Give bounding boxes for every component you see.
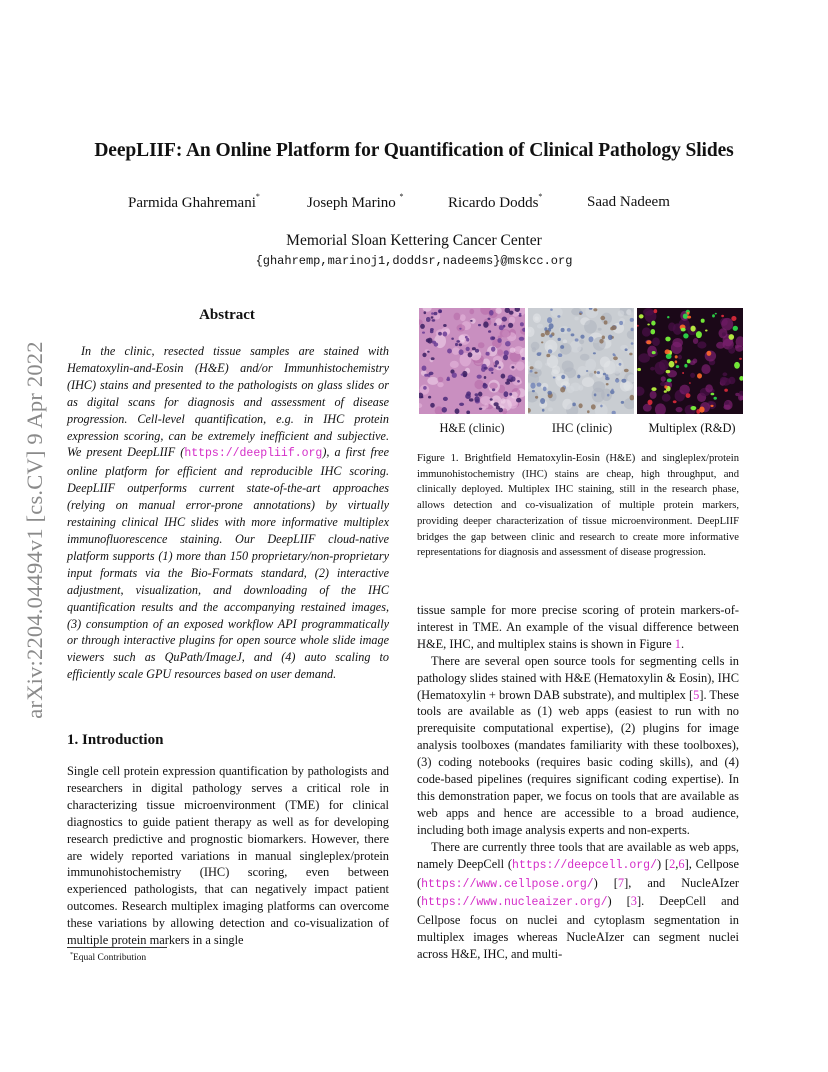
footnote-rule <box>67 947 167 948</box>
figure-ref[interactable]: 1 <box>674 636 681 651</box>
citation[interactable]: 3 <box>630 894 637 909</box>
cellpose-link[interactable]: https://www.cellpose.org/ <box>421 877 594 891</box>
citation[interactable]: 7 <box>617 875 625 890</box>
figure-label-he: H&E (clinic) <box>439 421 505 435</box>
arxiv-id: arXiv:2204.04494v1 [cs.CV] 9 Apr 2022 <box>22 341 47 719</box>
citation[interactable]: 6 <box>678 856 685 871</box>
figure-he-image <box>419 308 525 414</box>
paper-title: DeepLIIF: An Online Platform for Quantification of Clinical Pathology Slides <box>94 140 734 161</box>
affiliation: Memorial Sloan Kettering Cancer Center <box>286 232 542 249</box>
author-emails: {ghahremp,marinoj1,doddsr,nadeems}@mskcc.org <box>255 254 573 268</box>
right-column-body <box>417 602 739 963</box>
author: Joseph Marino * <box>307 192 404 211</box>
figure-caption: Figure 1. Brightfield Hematoxylin-Eosin (H&E) and singleplex/protein immunohistochemistry (IHC) stains are cheap, high throughput, and clinically deployed. Multiplex IHC staining, still in the research phase, allows detection and co-visualization of multiple protein markers, providing deeper characterization of tissue microenvironment. DeepLIIF bridges the gap between clinic and research to create more informative representations for diagnosis and assessment of disease progression. <box>417 453 739 559</box>
introduction-body: Single cell protein expression quantification by pathologists and researchers in digital pathology serves a critical role in characterizing tissue microenvironment (TME) for clinical diagnostics to guide patient therapy as well as for developing research predictive and prognostic biomarkers. However, there are widely reported variations in manual singleplex/protein immunohistochemistry (IHC) scoring, even between experienced pathologists, that can negatively impact patient outcomes. Research multiplex imaging platforms can overcome these variations by allowing detection and co-visualization of multiple protein markers in a single <box>67 764 389 948</box>
paragraph: tissue sample for more precise scoring of protein markers-of-interest in TME. An example of the visual difference between H&E, IHC, and multiplex stains is shown in Figure 1. <box>417 603 739 651</box>
citation[interactable]: 2 <box>669 856 676 871</box>
author-list <box>0 194 828 216</box>
paragraph: There are several open source tools for segmenting cells in pathology slides stained with H&E (Hematoxylin & Eosin), IHC (Hematoxylin + brown DAB substrate), and multiplex [5]. These tools are available as (1) web apps (easiest to run with no prerequisite computational expertise), (2) plugins for image analysis toolboxes (mandates familiarity with these toolboxes), (3) coding notebooks (requires basic coding skills), and (4) code-based pipelines (requires significant coding expertise). In this demonstration paper, we focus on tools that are available as web apps and hence are accessible to a broad audience, including both image analysis experts and non-experts. <box>417 653 739 837</box>
deepliif-link[interactable]: https://deepliif.org <box>184 447 323 461</box>
abstract-body: In the clinic, resected tissue samples are stained with Hematoxylin-and-Eosin (H&E) and/or Immunhistochemistry (IHC) stains and presented to the pathologists on glass slides or as digital scans for diagnosis and assessment of disease progression. Cell-level quantification, e.g. in IHC protein expression scoring, can be extremely inefficient and subjective. We present DeepLIIF (https://deepliif.org), a first free online platform for efficient and reproducible IHC scoring. DeepLIIF outperforms current state-of-the-art approaches (relying on manual error-prone annotations) by virtually restaining clinical IHC slides with more informative multiplex immunofluorescence staining. Our DeepLIIF cloud-native platform supports (1) more than 150 proprietary/non-proprietary input formats via the Bio-Formats standard, (2) interactive adjustment, visualization, and downloading of the IHC quantification results and the accompanying restained images, (3) consumption of an exposed workflow API programmatically or through interactive plugins for open source whole slide image viewers such as QuPath/ImageJ, and (4) auto scaling to efficiently scale GPU resources based on user demand. <box>67 344 390 682</box>
footnote: *Equal Contribution <box>70 952 147 964</box>
author: Saad Nadeem <box>587 194 670 210</box>
figure-ihc-image <box>528 308 634 414</box>
section-heading-introduction: 1. Introduction <box>67 732 164 748</box>
figure-multiplex-image <box>637 308 743 414</box>
arxiv-stamp <box>18 295 52 765</box>
nucleaizer-link[interactable]: https://www.nucleaizer.org/ <box>421 896 608 910</box>
deepcell-link[interactable]: https://deepcell.org/ <box>512 858 657 872</box>
citation[interactable]: 5 <box>693 687 700 702</box>
author: Parmida Ghahremani* <box>128 192 260 211</box>
figure-label-multiplex: Multiplex (R&D) <box>648 421 736 435</box>
author: Ricardo Dodds* <box>448 192 543 211</box>
abstract-heading: Abstract <box>199 307 255 323</box>
figure-label-ihc: IHC (clinic) <box>551 421 613 435</box>
paragraph: There are currently three tools that are available as web apps, namely DeepCell (https://deepcell.org/) [2,6], Cellpose (https://www.cellpose.org/) [7], and NucleAIzer (https://www.nucleaizer.org/) [3]. DeepCell and Cellpose focus on nuclei and cytoplasm segmentation in multiplex images whereas NucleAIzer can segment nuclei across H&E, IHC, and multi- <box>417 839 739 962</box>
